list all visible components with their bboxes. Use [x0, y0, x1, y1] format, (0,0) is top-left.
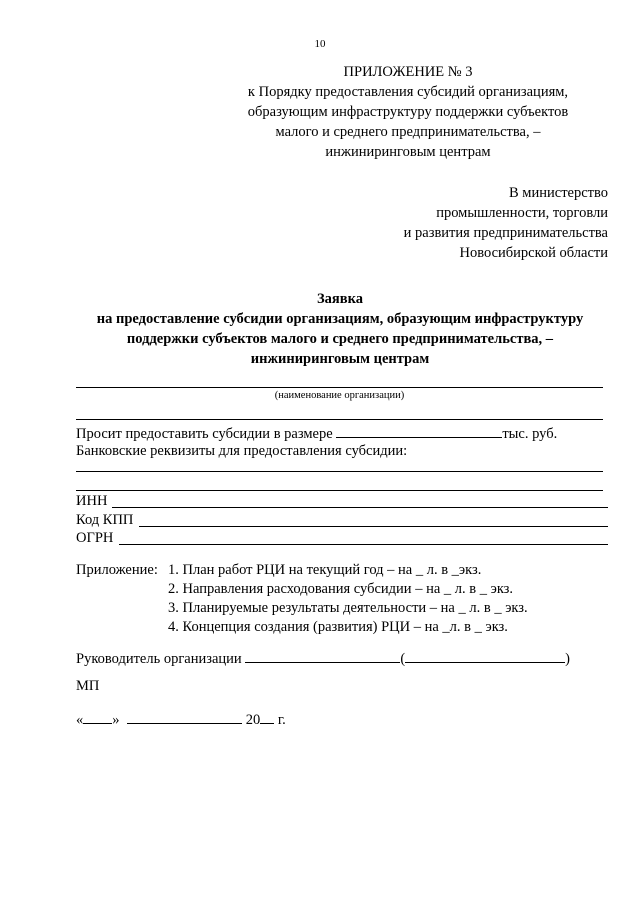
- form-title-line: поддержки субъектов малого и среднего предпринимательства, –: [126, 331, 554, 347]
- bank-details-label: Банковские реквизиты для предоставления субсидии:: [76, 443, 408, 459]
- date-year-field[interactable]: [260, 708, 274, 724]
- appendix-line: инжиниринговым центрам: [325, 144, 491, 160]
- stamp-label: МП: [76, 678, 100, 694]
- signature-field[interactable]: [245, 647, 400, 663]
- appendix-line: к Порядку предоставления субсидий организациям,: [247, 84, 569, 100]
- org-name-caption: (наименование организации): [274, 390, 405, 401]
- date-open-quote: «: [76, 712, 84, 728]
- appendix-line: образующим инфраструктуру поддержки субъектов: [247, 104, 569, 120]
- page-number: 10: [314, 38, 326, 50]
- org-name-field[interactable]: [76, 387, 603, 388]
- attachment-item: 3. Планируемые результаты деятельности – на _ л. в _ экз.: [168, 600, 528, 616]
- attachment-item: 2. Направления расходования субсидии – на _ л. в _ экз.: [168, 581, 514, 597]
- signature-open-paren: (: [400, 651, 406, 667]
- form-heading: Заявка: [317, 291, 363, 307]
- form-title: [60, 289, 620, 369]
- appendix-line: малого и среднего предпринимательства, –: [275, 124, 541, 140]
- addressee-line: В министерство: [509, 185, 608, 201]
- attachments-label: Приложение:: [76, 562, 158, 578]
- signature-row: [76, 647, 570, 669]
- ogrn-label: ОГРН: [76, 530, 114, 546]
- appendix-title: ПРИЛОЖЕНИЕ № 3: [343, 64, 473, 80]
- date-month-field[interactable]: [127, 708, 242, 724]
- subsidy-request-label: Просит предоставить субсидии в размере: [76, 426, 333, 442]
- date-day-field[interactable]: [83, 708, 112, 724]
- attachment-item: 4. Концепция создания (развития) РЦИ – на _л. в _ экз.: [168, 619, 508, 635]
- attachment-item: 1. План работ РЦИ на текущий год – на _ л. в _экз.: [168, 562, 482, 578]
- signatory-name-field[interactable]: [405, 647, 565, 663]
- bank-details-line-2[interactable]: [76, 490, 603, 491]
- org-name-extra-line[interactable]: [76, 419, 603, 420]
- bank-details-line-1[interactable]: [76, 471, 603, 472]
- addressee-block: [308, 183, 608, 263]
- kpp-label: Код КПП: [76, 512, 134, 528]
- addressee-line: Новосибирской области: [459, 245, 608, 261]
- date-row: [76, 708, 286, 730]
- form-title-line: инжиниринговым центрам: [250, 351, 430, 367]
- signature-close-paren: ): [565, 651, 570, 667]
- date-year-suffix: г.: [277, 712, 286, 728]
- subsidy-unit-label: тыс. руб.: [502, 426, 558, 442]
- date-year-prefix: 20: [245, 712, 261, 728]
- kpp-field[interactable]: [139, 526, 608, 527]
- subsidy-amount-field[interactable]: [336, 422, 502, 438]
- inn-field[interactable]: [112, 507, 608, 508]
- inn-label: ИНН: [76, 493, 108, 509]
- appendix-header: [208, 62, 608, 162]
- addressee-line: промышленности, торговли: [436, 205, 608, 221]
- signature-label: Руководитель организации: [76, 651, 242, 667]
- form-title-line: на предоставление субсидии организациям, образующим инфраструктуру: [96, 311, 584, 327]
- addressee-line: и развития предпринимательства: [403, 225, 608, 241]
- ogrn-field[interactable]: [119, 544, 608, 545]
- date-close-quote: »: [112, 712, 120, 728]
